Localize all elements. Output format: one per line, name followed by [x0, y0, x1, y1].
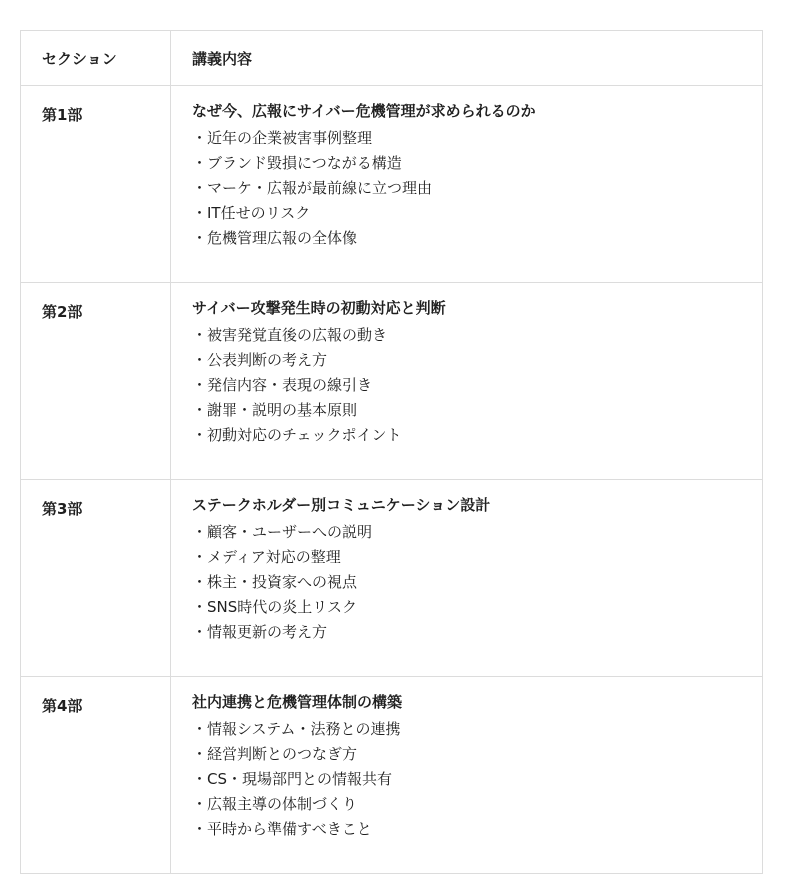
section-label: 第3部 — [21, 480, 171, 677]
topic-item: ・情報更新の考え方 — [192, 623, 328, 641]
content-cell — [171, 480, 763, 677]
topic-item: ・メディア対応の整理 — [192, 548, 341, 566]
topic-list — [192, 323, 762, 448]
section-label: 第4部 — [21, 677, 171, 874]
topic-item: ・謝罪・説明の基本原則 — [192, 401, 358, 419]
topic-list — [192, 520, 762, 645]
topic-item: ・公表判断の考え方 — [192, 351, 328, 369]
curriculum-table — [20, 30, 763, 874]
topic-item: ・被害発覚直後の広報の動き — [192, 326, 388, 344]
topic-list — [192, 717, 762, 842]
topic-item: ・IT任せのリスク — [192, 204, 311, 222]
content-cell — [171, 86, 763, 283]
topic-item: ・平時から準備すべきこと — [192, 820, 372, 838]
topic-item: ・危機管理広報の全体像 — [192, 229, 358, 247]
part-title: サイバー攻撃発生時の初動対応と判断 — [192, 299, 446, 317]
topic-item: ・マーケ・広報が最前線に立つ理由 — [192, 179, 433, 197]
content-cell — [171, 677, 763, 874]
topic-list — [192, 126, 762, 251]
topic-item: ・広報主導の体制づくり — [192, 795, 358, 813]
topic-item: ・株主・投資家への視点 — [192, 573, 358, 591]
topic-item: ・初動対応のチェックポイント — [192, 426, 402, 444]
topic-item: ・情報システム・法務との連携 — [192, 720, 401, 738]
topic-item: ・SNS時代の炎上リスク — [192, 598, 357, 616]
topic-item: ・発信内容・表現の線引き — [192, 376, 373, 394]
part-title: なぜ今、広報にサイバー危機管理が求められるのか — [192, 102, 536, 120]
column-header-content: 講義内容 — [171, 31, 763, 86]
topic-item: ・CS・現場部門との情報共有 — [192, 770, 392, 788]
table-row-part-2 — [21, 283, 763, 480]
topic-item: ・ブランド毀損につながる構造 — [192, 154, 402, 172]
column-header-section: セクション — [21, 31, 171, 86]
section-label: 第1部 — [21, 86, 171, 283]
table-header-row — [21, 31, 763, 86]
table-row-part-3 — [21, 480, 763, 677]
content-cell — [171, 283, 763, 480]
part-title: 社内連携と危機管理体制の構築 — [192, 693, 403, 711]
table-row-part-4 — [21, 677, 763, 874]
section-label: 第2部 — [21, 283, 171, 480]
topic-item: ・経営判断とのつなぎ方 — [192, 745, 358, 763]
part-title: ステークホルダー別コミュニケーション設計 — [192, 496, 491, 514]
topic-item: ・近年の企業被害事例整理 — [192, 129, 373, 147]
topic-item: ・顧客・ユーザーへの説明 — [192, 523, 373, 541]
table-row-part-1 — [21, 86, 763, 283]
